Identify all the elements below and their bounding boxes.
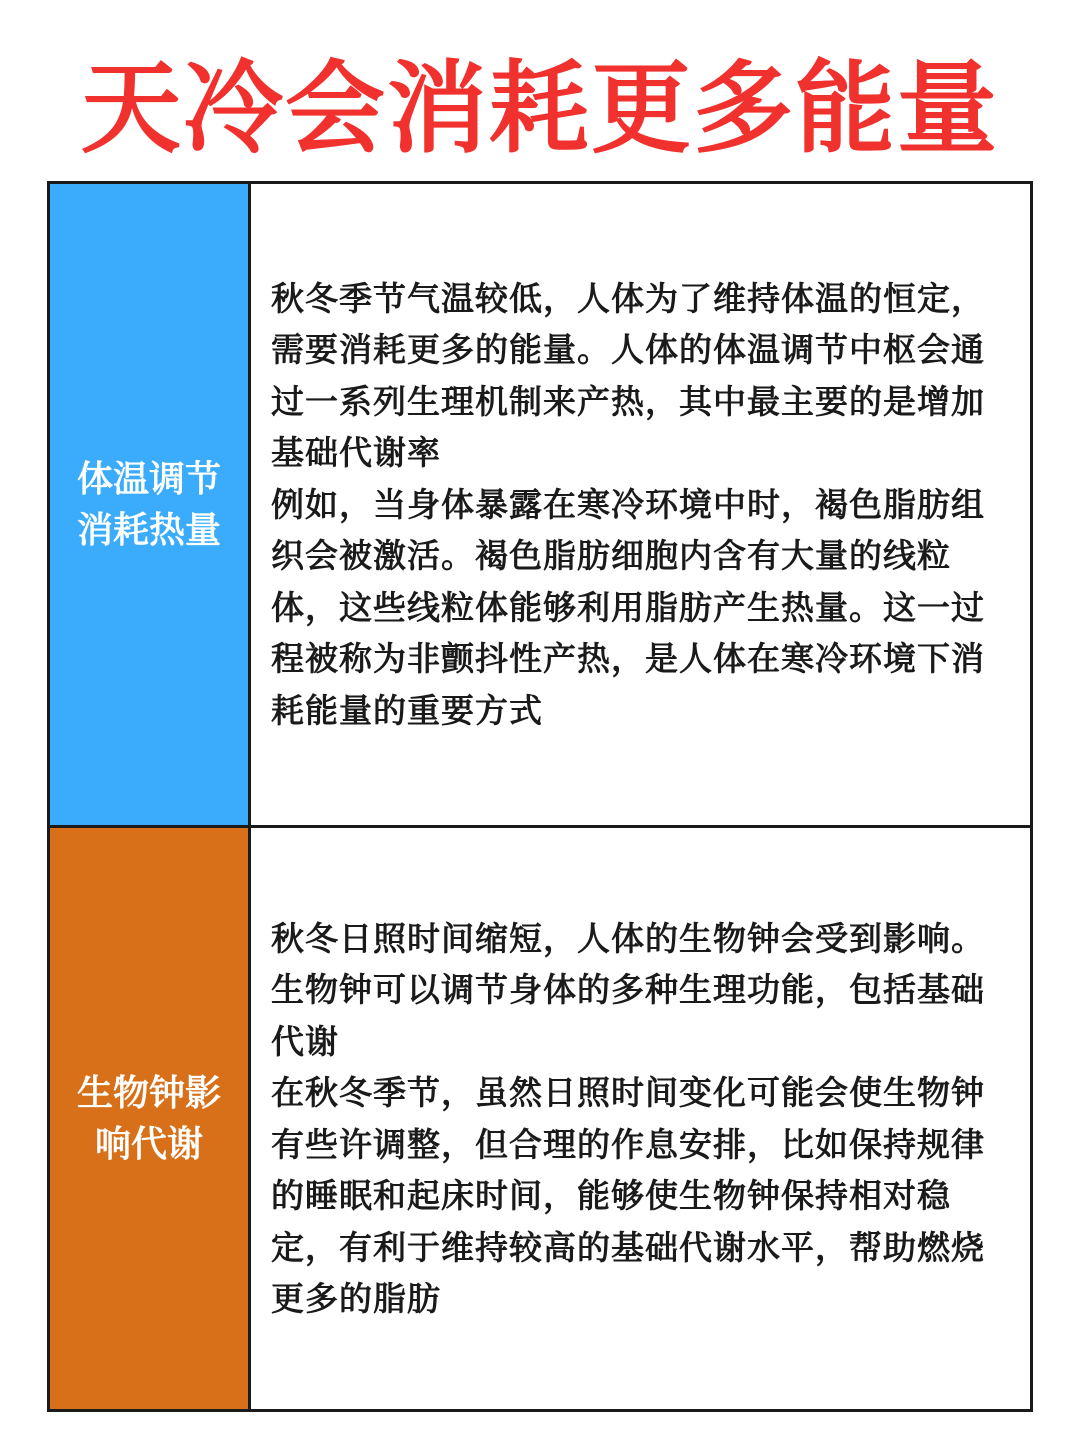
row-content [271,273,1010,737]
row-label-cell [50,184,251,825]
content-paragraph: 例如，当身体暴露在寒冷环境中时，褐色脂肪组织会被激活。褐色脂肪细胞内含有大量的线粒体，这些线粒体能够利用脂肪产生热量。这一过程被称为非颤抖性产热，是人体在寒冷环境下消耗能量的重要方式 [271,484,985,730]
row-content-cell [251,828,1030,1409]
content-paragraph: 秋冬日照时间缩短，人体的生物钟会受到影响。生物钟可以调节身体的多种生理功能，包括基础代谢 [271,918,985,1061]
table-row-thermoregulation [50,184,1030,828]
table-row-biological-clock [50,828,1030,1409]
page-title: 天冷会消耗更多能量 [81,50,999,167]
row-content-cell [251,184,1030,825]
info-table [47,181,1033,1412]
content-paragraph: 在秋冬季节，虽然日照时间变化可能会使生物钟有些许调整，但合理的作息安排，比如保持规律的睡眠和起床时间，能够使生物钟保持相对稳定，有利于维持较高的基础代谢水平，帮助燃烧更多的脂肪 [271,1073,985,1318]
row-label: 生物钟影响代谢 [76,1072,221,1165]
content-paragraph: 秋冬季节气温较低，人体为了维持体温的恒定，需要消耗更多的能量。人体的体温调节中枢会通过一系列生理机制来产热，其中最主要的是增加基础代谢率 [271,278,985,473]
row-content [271,913,1010,1325]
row-label: 体温调节消耗热量 [76,458,221,551]
row-label-cell [50,828,251,1409]
